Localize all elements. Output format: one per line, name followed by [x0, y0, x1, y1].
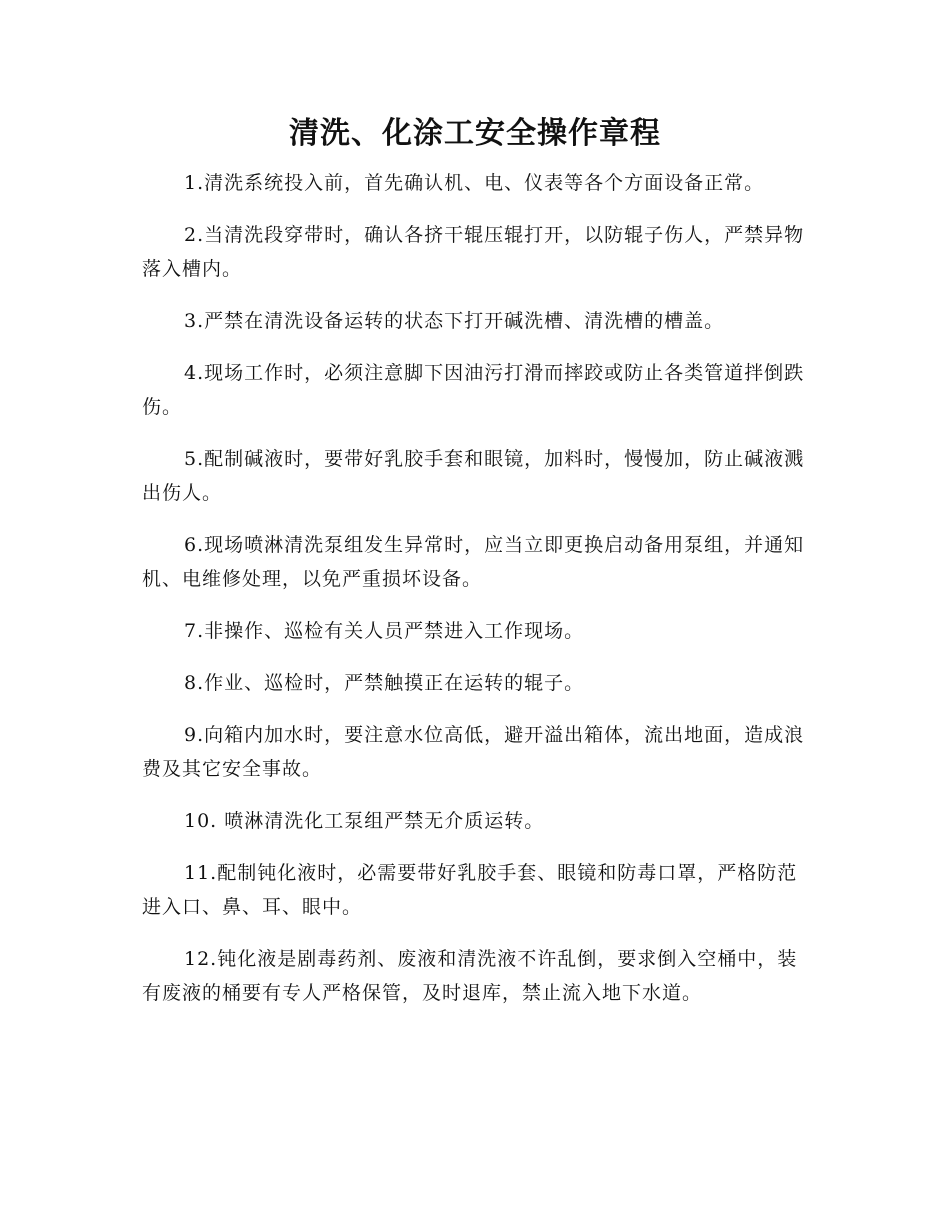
rule-item-1: 1.清洗系统投入前，首先确认机、电、仪表等各个方面设备正常。	[184, 172, 765, 194]
rule-item-10: 10. 喷淋清洗化工泵组严禁无介质运转。	[184, 810, 545, 832]
rule-item-8: 8.作业、巡检时，严禁触摸正在运转的辊子。	[184, 672, 585, 694]
rule-item-6: 6.现场喷淋清洗泵组发生异常时，应当立即更换启动备用泵组，并通知机、电维修处理，以免严重损坏设备。	[142, 534, 805, 590]
rules-list	[142, 166, 806, 1028]
rule-item-12: 12.钝化液是剧毒药剂、废液和清洗液不许乱倒，要求倒入空桶中，装有废液的桶要有专人严格保管，及时退库，禁止流入地下水道。	[142, 948, 798, 1004]
rule-item-11: 11.配制钝化液时，必需要带好乳胶手套、眼镜和防毒口罩，严格防范进入口、鼻、耳、眼中。	[142, 862, 798, 918]
rule-item-7: 7.非操作、巡检有关人员严禁进入工作现场。	[184, 620, 585, 642]
rule-item-4: 4.现场工作时，必须注意脚下因油污打滑而摔跤或防止各类管道拌倒跌伤。	[142, 362, 805, 418]
rule-item-2: 2.当清洗段穿带时，确认各挤干辊压辊打开，以防辊子伤人，严禁异物落入槽内。	[142, 224, 805, 280]
rule-item-9: 9.向箱内加水时，要注意水位高低，避开溢出箱体，流出地面，造成浪费及其它安全事故。	[142, 724, 805, 780]
rule-item-5: 5.配制碱液时，要带好乳胶手套和眼镜，加料时，慢慢加，防止碱液溅出伤人。	[142, 448, 805, 504]
rule-item-3: 3.严禁在清洗设备运转的状态下打开碱洗槽、清洗槽的槽盖。	[184, 310, 725, 332]
document-title: 清洗、化涂工安全操作章程	[289, 116, 661, 151]
